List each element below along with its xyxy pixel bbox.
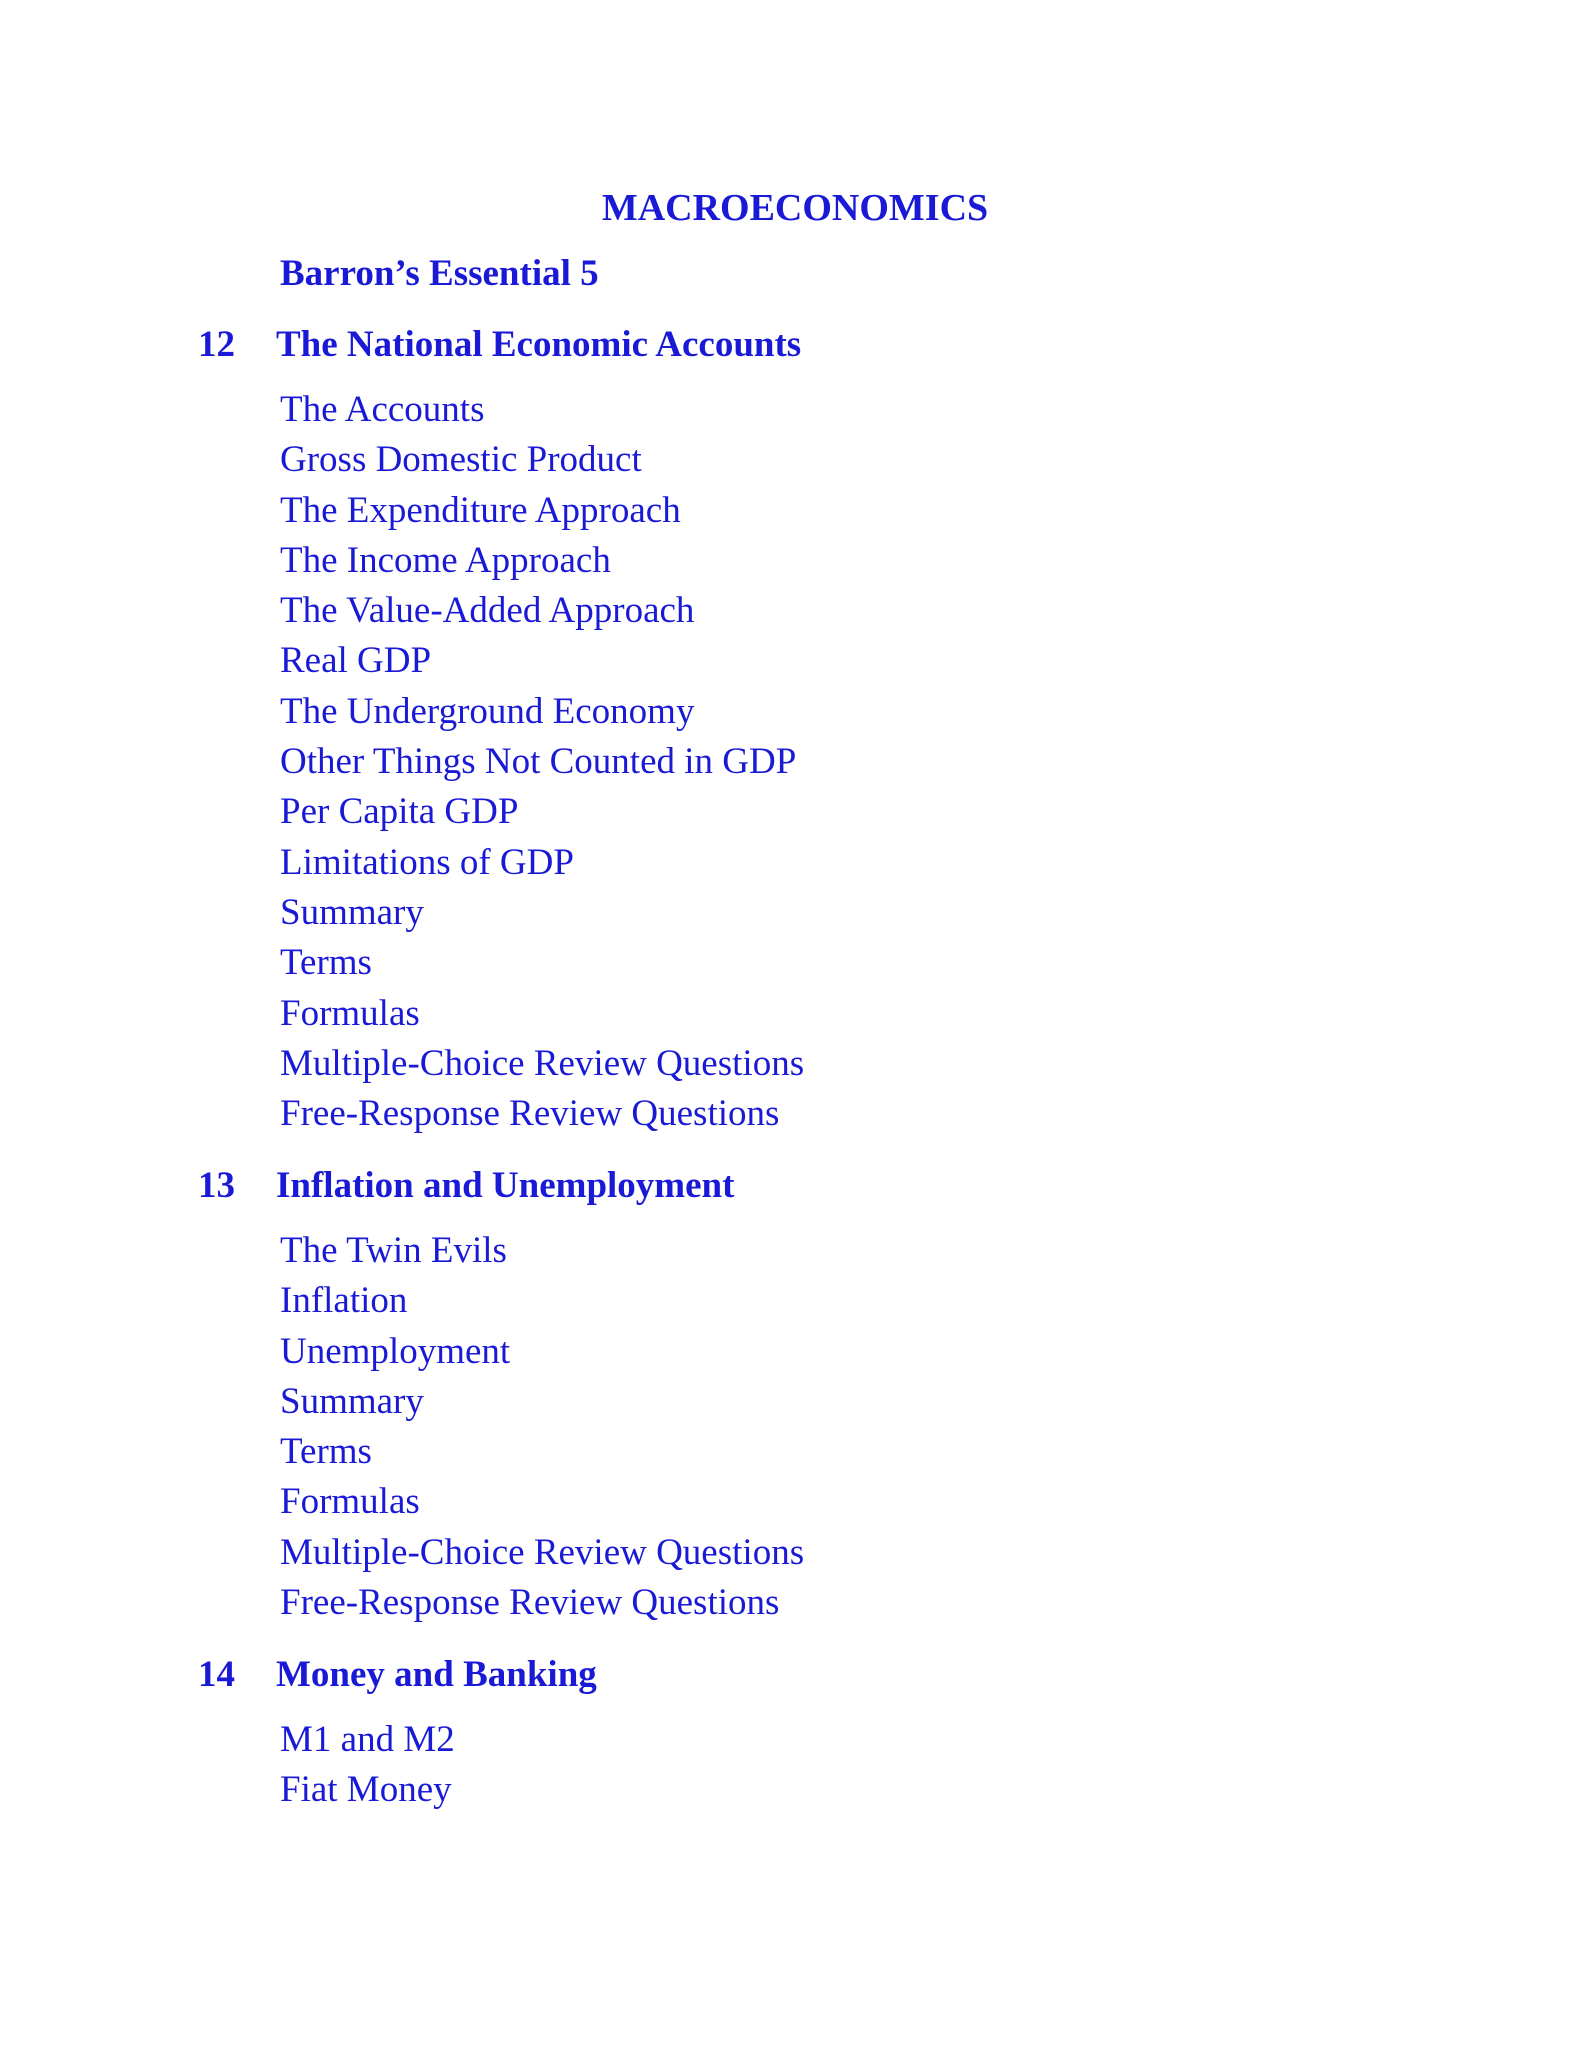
toc-entry[interactable]: Real GDP <box>280 640 432 682</box>
toc-entry[interactable]: Other Things Not Counted in GDP <box>280 741 797 783</box>
chapter-title[interactable]: Money and Banking <box>276 1654 597 1695</box>
toc-entry[interactable]: Fiat Money <box>280 1769 452 1811</box>
toc-entry[interactable]: Unemployment <box>280 1330 511 1372</box>
toc-entry[interactable]: Formulas <box>280 1481 420 1523</box>
essential-link[interactable]: Barron’s Essential 5 <box>280 253 599 294</box>
toc-entry[interactable]: Multiple-Choice Review Questions <box>280 1531 805 1573</box>
toc-entry[interactable]: Terms <box>280 1431 372 1473</box>
toc-entry[interactable]: Summary <box>280 1380 424 1422</box>
section-list <box>280 385 804 1139</box>
toc-entry[interactable]: Free-Response Review Questions <box>280 1582 780 1624</box>
toc-entry[interactable]: The Income Approach <box>280 539 611 581</box>
book-title: MACROECONOMICS <box>601 187 989 229</box>
chapter-number: 14 <box>198 1654 235 1695</box>
toc-entry[interactable]: The Twin Evils <box>280 1230 507 1271</box>
toc-entry[interactable]: Terms <box>280 942 372 984</box>
chapter-title[interactable]: Inflation and Unemployment <box>276 1165 735 1206</box>
toc-entry[interactable]: The Expenditure Approach <box>280 489 681 531</box>
chapter-number: 13 <box>198 1165 235 1206</box>
toc-entry[interactable]: The Accounts <box>280 389 485 430</box>
toc-entry[interactable]: Gross Domestic Product <box>280 439 642 481</box>
chapter-14 <box>0 1653 1582 1811</box>
section-list <box>280 1715 455 1816</box>
chapter-12 <box>0 323 1582 1135</box>
toc-entry[interactable]: The Underground Economy <box>280 690 695 732</box>
chapter-heading[interactable] <box>0 1653 1582 1703</box>
toc-entry[interactable]: Multiple-Choice Review Questions <box>280 1042 805 1084</box>
toc-entry[interactable]: The Value-Added Approach <box>280 590 695 632</box>
toc-entry[interactable]: Inflation <box>280 1280 408 1322</box>
section-list <box>280 1226 804 1628</box>
chapter-title[interactable]: The National Economic Accounts <box>276 324 802 365</box>
toc-entry[interactable]: Free-Response Review Questions <box>280 1093 780 1135</box>
toc-entry[interactable]: Formulas <box>280 992 420 1034</box>
chapter-number: 12 <box>198 324 235 365</box>
toc-entry[interactable]: M1 and M2 <box>280 1719 455 1760</box>
toc-entry[interactable]: Summary <box>280 891 424 933</box>
chapter-13 <box>0 1164 1582 1624</box>
toc-entry[interactable]: Limitations of GDP <box>280 841 574 883</box>
chapter-heading[interactable] <box>0 1164 1582 1214</box>
chapter-heading[interactable] <box>0 323 1582 373</box>
toc-entry[interactable]: Per Capita GDP <box>280 791 519 833</box>
